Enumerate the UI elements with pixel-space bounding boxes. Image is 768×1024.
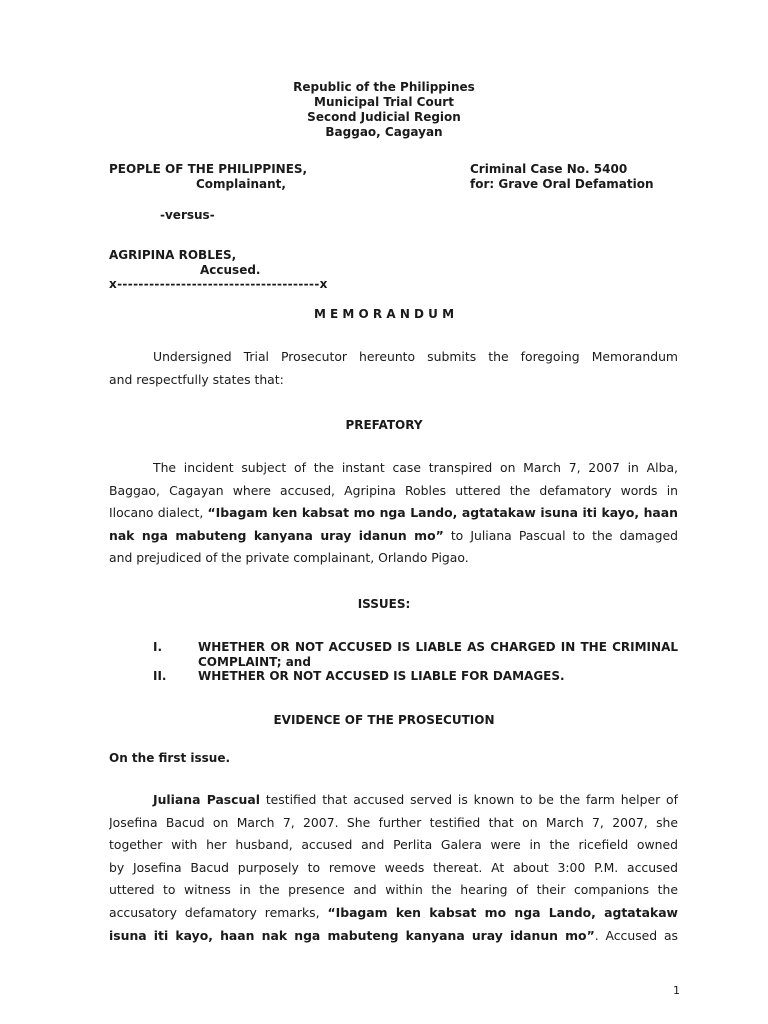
text-run: . Accused as (594, 927, 678, 943)
document-title: M E M O R A N D U M (313, 307, 455, 321)
quoted-remark: “Ibagam ken kabsat mo nga Lando, agtatakaw isuna iti kayo, haan (207, 505, 678, 521)
accused-name: AGRIPINA ROBLES, (109, 248, 237, 262)
text-line (109, 525, 678, 548)
versus-label: -versus- (160, 208, 215, 222)
issue-number: I. (153, 640, 163, 654)
issue-text: WHETHER OR NOT ACCUSED IS LIABLE FOR DAMAGES. (198, 669, 565, 683)
text-line: and respectfully states that: (109, 371, 284, 387)
issues-heading: ISSUES: (357, 597, 411, 611)
header-court: Municipal Trial Court (314, 95, 454, 109)
plaintiff-role: Complainant, (196, 177, 286, 191)
text-line (109, 502, 678, 525)
text-run: Ilocano dialect, (109, 505, 208, 521)
intro-paragraph (109, 346, 678, 391)
first-issue-subheading: On the first issue. (109, 751, 231, 765)
text-line: by Josefina Bacud purposely to remove weeds thereat. At about 3:00 P.M. accused (109, 859, 678, 875)
page-number: 1 (673, 984, 680, 997)
text-line: Undersigned Trial Prosecutor hereunto submits the foregoing Memorandum (153, 349, 678, 364)
issue-text: WHETHER OR NOT ACCUSED IS LIABLE AS CHARGED IN THE CRIMINAL (198, 640, 678, 654)
caption-divider: x--------------------------------------x (109, 277, 328, 291)
accused-role: Accused. (200, 263, 261, 277)
text-line: together with her husband, accused and Perlita Galera were in the ricefield owned (109, 837, 678, 853)
text-run: accusatory defamatory remarks, (109, 904, 328, 920)
case-number: Criminal Case No. 5400 (470, 162, 628, 176)
case-offense: for: Grave Oral Defamation (470, 177, 654, 191)
evidence-paragraph (109, 789, 678, 947)
evidence-heading: EVIDENCE OF THE PROSECUTION (273, 713, 495, 727)
quoted-remark: isuna iti kayo, haan nak nga mabuteng kanyana uray idanun mo” (109, 927, 595, 943)
header-region: Second Judicial Region (307, 110, 461, 124)
plaintiff-name: PEOPLE OF THE PHILIPPINES, (109, 162, 308, 176)
issue-number: II. (153, 669, 167, 683)
text-run: to Juliana Pascual to the damaged (443, 527, 678, 543)
witness-name: Juliana Pascual (153, 792, 260, 807)
quoted-remark: “Ibagam ken kabsat mo nga Lando, agtatakaw (327, 904, 678, 920)
header-location: Baggao, Cagayan (325, 125, 443, 139)
text-line (109, 902, 678, 925)
prefatory-heading: PREFATORY (345, 418, 423, 432)
prefatory-paragraph (109, 457, 678, 570)
quoted-remark: nak nga mabuteng kanyana uray idanun mo” (109, 527, 444, 543)
text-line (109, 789, 678, 812)
text-line: Josefina Bacud on March 7, 2007. She further testified that on March 7, 2007, she (109, 814, 678, 830)
text-line: The incident subject of the instant case transpired on March 7, 2007 in Alba, (153, 460, 678, 475)
header-republic: Republic of the Philippines (293, 80, 475, 94)
text-line: uttered to witness in the presence and within the hearing of their companions the (109, 882, 678, 898)
text-line: and prejudiced of the private complainant, Orlando Pigao. (109, 550, 469, 566)
text-line (109, 925, 678, 948)
text-line: Baggao, Cagayan where accused, Agripina Robles uttered the defamatory words in (109, 482, 678, 498)
text-run: testified that accused served is known to be the farm helper of (259, 792, 678, 807)
issue-text: COMPLAINT; and (198, 655, 311, 669)
